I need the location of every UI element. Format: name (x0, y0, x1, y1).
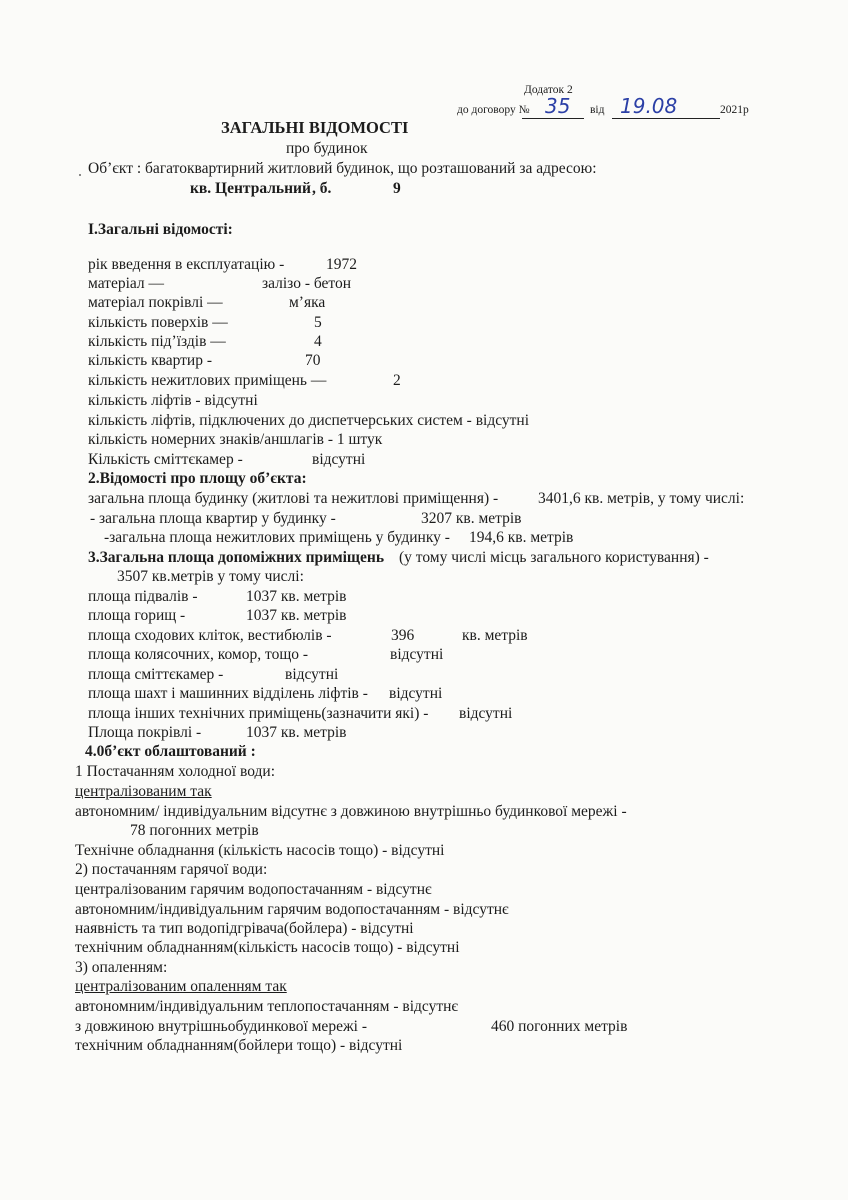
row-label: кількість поверхів — (88, 314, 228, 331)
heating-equipment: технічним обладнанням(бойлери тощо) - відсутні (75, 1037, 403, 1054)
row-value: 396 (391, 627, 415, 644)
heating-length-value: 460 погонних метрів (491, 1018, 628, 1035)
row-value: 1037 кв. метрів (246, 724, 347, 741)
date-prefix: від (590, 104, 605, 116)
row-label: площа горищ - (88, 607, 186, 624)
section2-title: 2.Відомості про площу об’єкта: (88, 470, 307, 487)
apartments-area-value: 3207 кв. метрів (421, 510, 522, 527)
contract-number: 35 (545, 94, 571, 118)
row-label: Кількість сміттєкамер - (88, 451, 243, 468)
address-street: кв. Центральний (190, 180, 311, 197)
address-house-label: , б. (312, 180, 332, 197)
speck (79, 174, 81, 176)
cold-water-central: централізованим так (75, 783, 212, 800)
row-value: 70 (305, 352, 321, 369)
row-label: кількість нежитлових приміщень — (88, 372, 327, 389)
cold-water-title: 1 Постачанням холодної води: (75, 763, 275, 780)
row-value: залізо - бетон (262, 275, 352, 292)
row-value: 1037 кв. метрів (246, 588, 347, 605)
row-label: площа підвалів - (88, 588, 198, 605)
document-title: ЗАГАЛЬНІ ВІДОМОСТІ (221, 118, 409, 137)
nonresidential-area-value: 194,6 кв. метрів (469, 529, 574, 546)
row-label: кількість під’їздів — (88, 333, 226, 350)
row-label: рік введення в експлуатацію - (88, 256, 285, 273)
document-subtitle: про будинок (286, 140, 368, 157)
row-label: кількість номерних знаків/аншлагів - 1 штук (88, 431, 383, 448)
heating-title: 3) опаленням: (75, 959, 168, 976)
heating-length-label: з довжиною внутрішньобудинкової мережі - (75, 1018, 367, 1035)
row-label: площа колясочних, комор, тощо - (88, 646, 309, 663)
row-label: кількість ліфтів, підключених до диспетчерських систем - відсутні (88, 412, 530, 429)
hot-water-equipment: технічним обладнанням(кількість насосів тощо) - відсутні (75, 939, 460, 956)
row-value: м’яка (289, 294, 326, 311)
hot-water-central: централізованим гарячим водопостачанням - відсутнє (75, 881, 432, 898)
section3-title: 3.Загальна площа допоміжних приміщень (88, 549, 385, 566)
heating-autonomous: автономним/індивідуальним теплопостачанням - відсутнє (75, 998, 459, 1015)
section3-title-note: (у тому числі місць загального користування) - (399, 549, 709, 566)
row-label: Площа покрівлі - (88, 724, 202, 741)
address-house-number: 9 (393, 180, 401, 197)
contract-date-underline (612, 118, 720, 119)
total-area-value: 3401,6 кв. метрів, у тому числі: (538, 490, 745, 507)
object-description: Об’єкт : багатоквартирний житловий будинок, що розташований за адресою: (88, 160, 597, 177)
row-value: 5 (314, 314, 322, 331)
row-label: площа сходових кліток, вестибюлів - (88, 627, 332, 644)
contract-prefix: до договору № (457, 104, 530, 116)
row-value: відсутні (285, 666, 339, 683)
appendix-title: Додаток 2 (524, 84, 573, 96)
hot-water-boiler: наявність та тип водопідгрівача(бойлера) - відсутні (75, 920, 414, 937)
auxiliary-total: 3507 кв.метрів у тому числі: (117, 568, 304, 585)
row-label: кількість квартир - (88, 352, 212, 369)
total-area-label: загальна площа будинку (житлові та нежитлові приміщення) - (88, 490, 499, 507)
row-label: матеріал — (88, 275, 165, 292)
row-value: 1972 (326, 256, 357, 273)
cold-water-equipment: Технічне обладнання (кількість насосів тощо) - відсутні (75, 842, 445, 859)
row-value: 1037 кв. метрів (246, 607, 347, 624)
row-value: 4 (314, 333, 322, 350)
contract-number-underline (522, 118, 584, 119)
row-label: площа шахт і машинних відділень ліфтів - (88, 685, 368, 702)
row-label: площа сміттєкамер - (88, 666, 224, 683)
section1-title: I.Загальні відомості: (88, 221, 233, 238)
heating-central: централізованим опаленням так (75, 978, 287, 995)
nonresidential-area-label: -загальна площа нежитлових приміщень у будинку - (104, 529, 450, 546)
row-value: відсутні (312, 451, 366, 468)
hot-water-autonomous: автономним/індивідуальним гарячим водопостачанням - відсутнє (75, 901, 509, 918)
row-value: відсутні (389, 685, 443, 702)
contract-year: 2021р (720, 104, 749, 116)
row-label: кількість ліфтів - відсутні (88, 392, 258, 409)
hot-water-title: 2) постачанням гарячої води: (75, 861, 268, 878)
contract-date: 19.08 (620, 94, 678, 118)
row-value: відсутні (459, 705, 513, 722)
row-value: відсутні (390, 646, 444, 663)
apartments-area-label: - загальна площа квартир у будинку - (90, 510, 336, 527)
row-label: площа інших технічних приміщень(зазначити які) - (88, 705, 429, 722)
row-label: матеріал покрівлі — (88, 294, 223, 311)
row-value: 2 (393, 372, 401, 389)
cold-water-autonomous: автономним/ індивідуальним відсутнє з довжиною внутрішньо будинкової мережі - (75, 803, 627, 820)
section4-title: 4.0б’єкт облаштований : (85, 743, 256, 760)
row-unit: кв. метрів (462, 627, 528, 644)
cold-water-length: 78 погонних метрів (130, 822, 259, 839)
